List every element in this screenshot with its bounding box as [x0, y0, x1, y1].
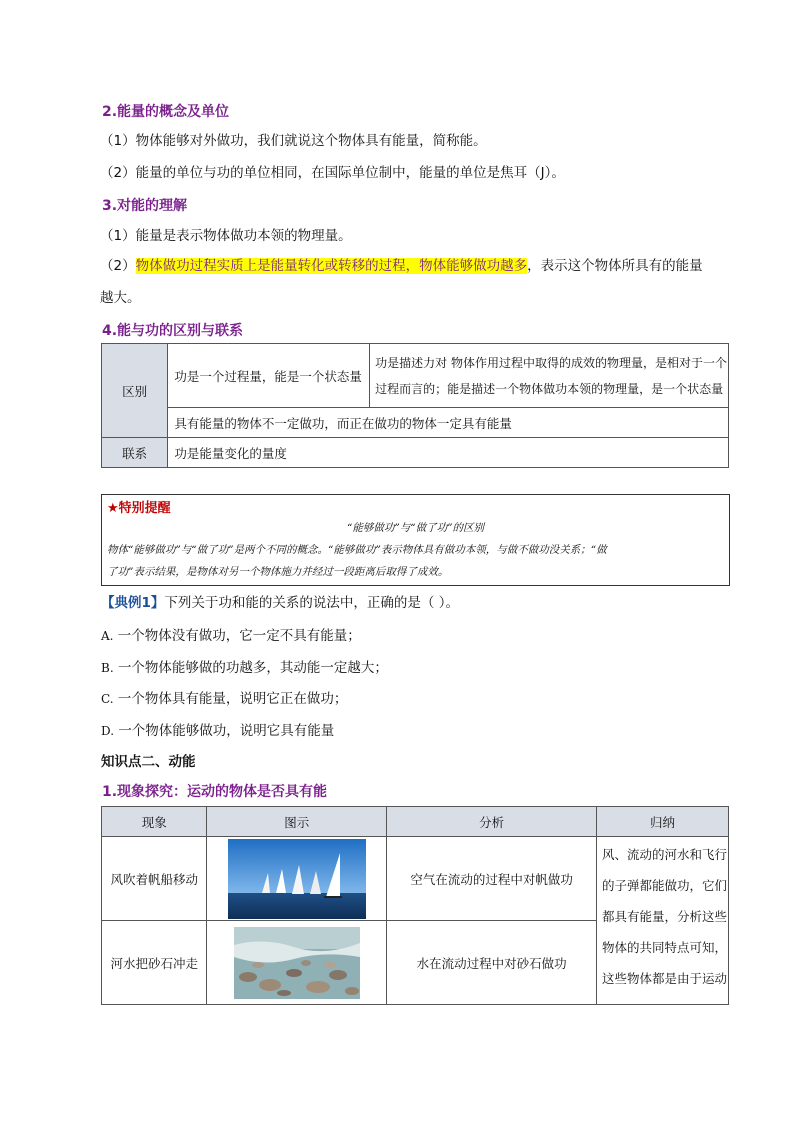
option-letter: B. [101, 661, 114, 675]
section-2-title: 2.能量的概念及单位 [102, 104, 230, 120]
summary-line-3: 都具有能量，分析这些 [601, 909, 727, 924]
section-2-paragraph-1: （1）物体能够对外做功，我们就说这个物体具有能量，简称能。 [100, 133, 487, 149]
option-d [101, 719, 334, 739]
analysis-cell-1: 空气在流动的过程中对帆做功 [387, 837, 597, 921]
section-2-paragraph-2: （2）能量的单位与功的单位相同，在国际单位制中，能量的单位是焦耳（J）。 [100, 165, 565, 181]
highlighted-text: 物体做功过程实质上是能量转化或转移的过程，物体能够做功越多 [135, 258, 528, 274]
analysis-cell-2: 水在流动过程中对砂石做功 [387, 921, 597, 1005]
option-letter: A. [101, 629, 114, 643]
note-line-2: 了功”表示结果，是物体对另一个物体施力并经过一段距离后取得了成效。 [107, 566, 449, 578]
relation-label-cell: 联系 [102, 438, 168, 468]
example-question [101, 593, 459, 613]
phenomenon-cell-2: 河水把砂石冲走 [102, 921, 207, 1005]
section-3-paragraph-1: （1）能量是表示物体做功本领的物理量。 [100, 228, 352, 244]
note-subtitle: “能够做功”与“做了功”的区别 [347, 522, 484, 534]
diff-cell-2 [370, 344, 729, 408]
section-4-title: 4.能与功的区别与联系 [102, 323, 244, 339]
example-label: 【典例1】 [101, 595, 165, 611]
option-text: 一个物体能够做的功越多，其动能一定越大； [117, 660, 388, 676]
kinetic-energy-table [101, 806, 729, 1005]
summary-line-5: 这些物体都是由于运动 [601, 971, 727, 986]
illustration-cell-1 [207, 837, 387, 921]
option-letter: D. [101, 724, 115, 738]
section-3-paragraph-2-continued: 越大。 [100, 290, 141, 306]
phenomenon-cell-1: 风吹着帆船移动 [102, 837, 207, 921]
diff-cell-2-line-2: 过程而言的；能是描述一个物体做功本领的物理量，是一个状态量 [375, 381, 724, 396]
summary-line-1: 风、流动的河水和飞行 [601, 847, 727, 862]
river-stones-photo [234, 927, 360, 999]
summary-cell [596, 837, 728, 1005]
paragraph-prefix: （2） [100, 258, 136, 274]
diff-label-cell: 区别 [102, 344, 168, 438]
sailboats-photo [228, 839, 366, 919]
diff-row-2: 具有能量的物体不一定做功，而正在做功的物体一定具有能量 [168, 408, 729, 438]
summary-line-4: 物体的共同特点可知， [601, 940, 727, 955]
paragraph-suffix: ，表示这个物体所具有的能量 [527, 258, 703, 274]
energy-work-table [101, 343, 729, 468]
note-line-1: 物体“能够做功”与“做了功”是两个不同的概念。“能够做功”表示物体具有做功本领，与做不做功没关系；“做 [107, 544, 607, 556]
illustration-cell-2 [207, 921, 387, 1005]
knowledge-2-subtitle: 1.现象探究：运动的物体是否具有能 [102, 784, 328, 800]
option-a [101, 624, 361, 644]
section-3-title: 3.对能的理解 [102, 198, 188, 214]
relation-cell: 功是能量变化的量度 [168, 438, 729, 468]
header-summary: 归纳 [596, 807, 728, 837]
special-note-box [101, 494, 730, 586]
knowledge-2-title: 知识点二、动能 [101, 754, 196, 770]
header-phenomenon: 现象 [102, 807, 207, 837]
summary-line-2: 的子弹都能做功，它们 [601, 878, 727, 893]
header-illustration: 图示 [207, 807, 387, 837]
option-text: 一个物体能够做功，说明它具有能量 [118, 723, 335, 739]
example-question-text: 下列关于功和能的关系的说法中，正确的是（ ）。 [164, 595, 459, 611]
option-text: 一个物体没有做功，它一定不具有能量； [117, 628, 361, 644]
note-title: ★特别提醒 [107, 501, 171, 516]
option-text: 一个物体具有能量，说明它正在做功； [117, 691, 348, 707]
header-analysis: 分析 [387, 807, 597, 837]
option-c [101, 687, 347, 707]
option-b [101, 656, 388, 676]
diff-cell-2-line-1: 功是描述力对 物体作用过程中取得的成效的物理量，是相对于一个 [375, 355, 727, 370]
option-letter: C. [101, 692, 114, 706]
diff-cell-1: 功是一个过程量，能是一个状态量 [168, 344, 370, 408]
section-3-paragraph-2 [100, 256, 703, 276]
